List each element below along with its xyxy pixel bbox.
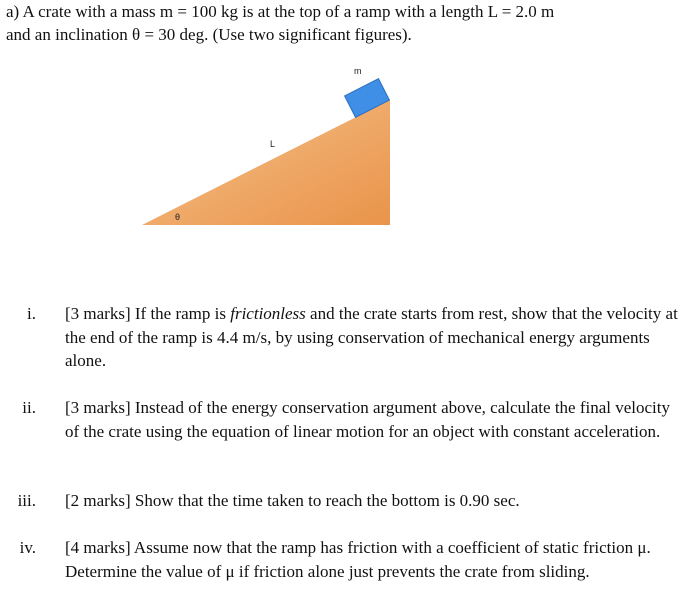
- question-emphasis: frictionless: [230, 304, 306, 323]
- ramp-triangle: [142, 100, 390, 225]
- question-text-end: and the crate starts from rest, show that the velocity at the end of the ramp is 4.4 m/s, by using conservation of mechanical energy arguments alone.: [65, 304, 678, 370]
- ramp-figure: [130, 60, 410, 240]
- problem-statement: [6, 0, 681, 46]
- question-text: [3 marks] Instead of the energy conservation argument above, calculate the final velocity of the crate using the equation of linear motion for an object with constant acceleration.: [65, 398, 671, 441]
- question-text: [4 marks] Assume now that the ramp has friction with a coefficient of static friction μ. Determine the value of μ if friction alone just prevents the crate from sliding.: [65, 538, 651, 581]
- problem-statement-line-1: a) A crate with a mass m = 100 kg is at the top of a ramp with a length L = 2.0 m: [6, 2, 555, 21]
- ramp-diagram: [130, 60, 410, 235]
- question-text: [65, 302, 681, 373]
- mass-label: m: [354, 66, 362, 76]
- length-label: L: [270, 139, 276, 149]
- question-number: i.: [27, 304, 36, 323]
- question-text-start: [3 marks] If the ramp is: [65, 304, 231, 323]
- problem-statement-line-2: and an inclination θ = 30 deg. (Use two significant figures).: [6, 25, 412, 44]
- question-number: iv.: [19, 538, 36, 557]
- angle-label: θ: [175, 212, 181, 222]
- question-number: ii.: [22, 398, 36, 417]
- question-number: iii.: [17, 491, 36, 510]
- question-text: [2 marks] Show that the time taken to reach the bottom is 0.90 sec.: [65, 491, 520, 510]
